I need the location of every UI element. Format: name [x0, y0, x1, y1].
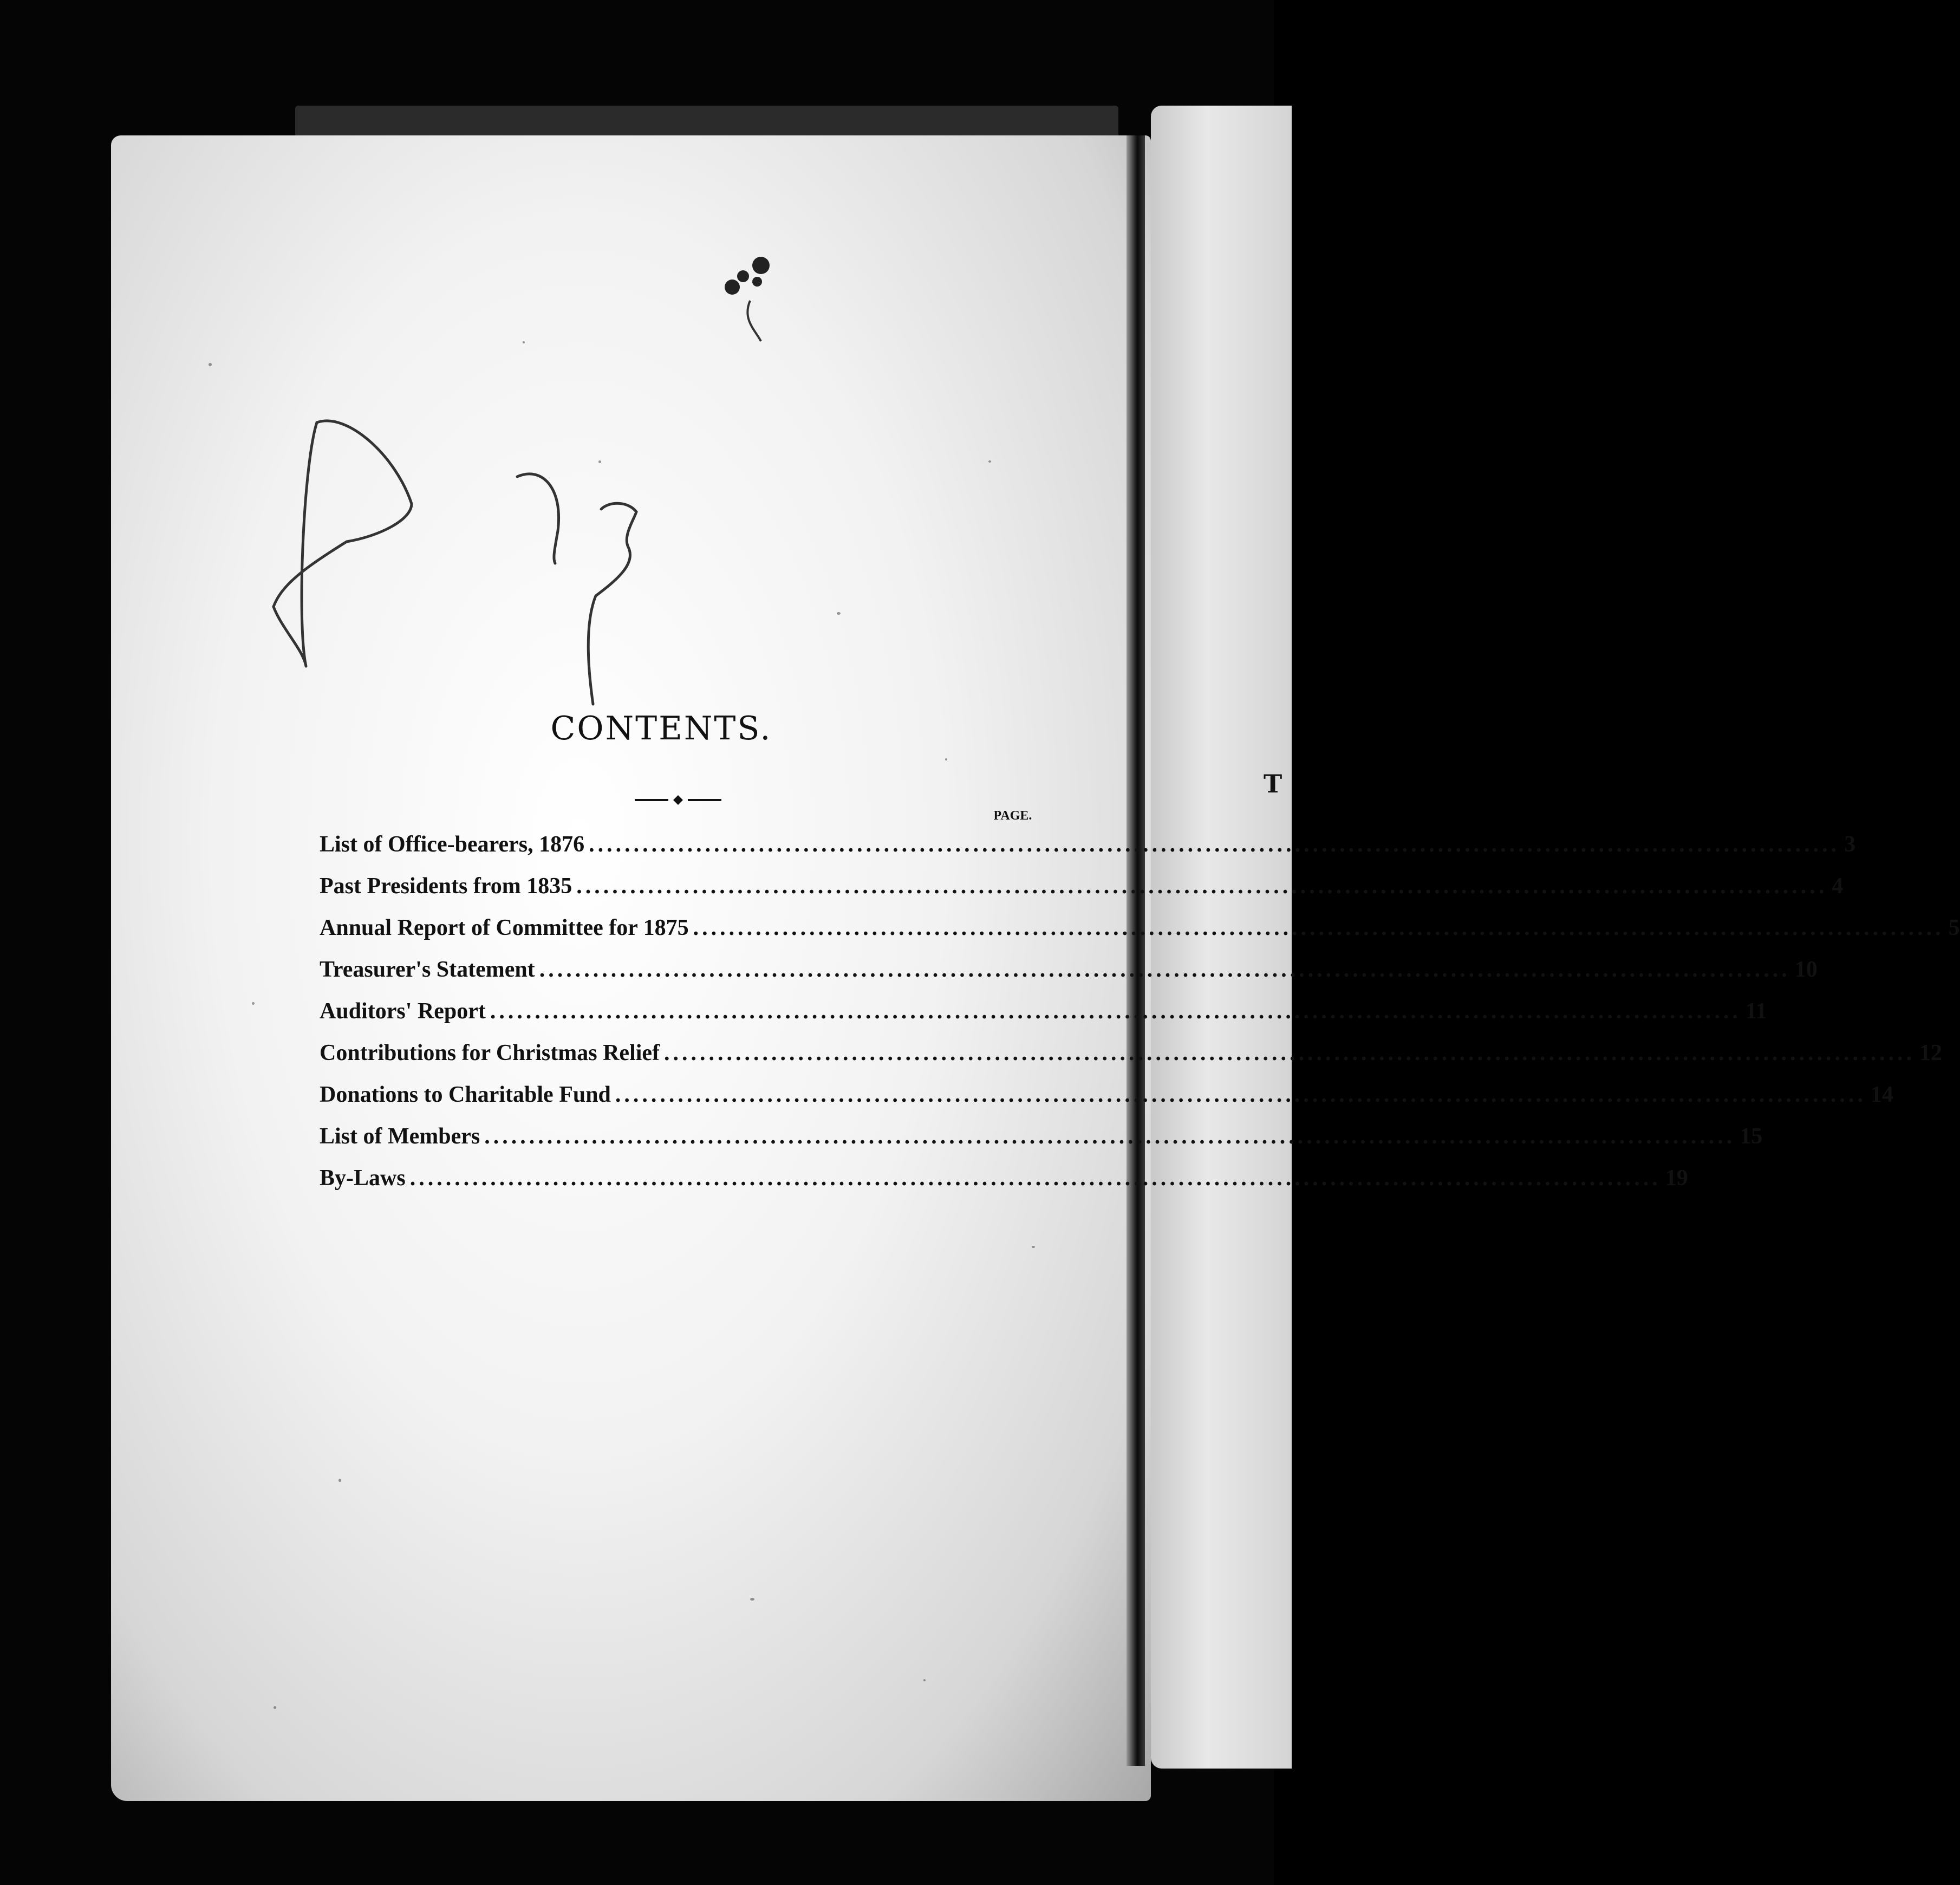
dot-leader — [410, 1165, 1661, 1191]
dot-leader — [539, 957, 1790, 983]
title-ornament — [635, 794, 721, 806]
toc-entry — [320, 957, 1818, 998]
toc-entry — [320, 1040, 1943, 1082]
page-column-header: PAGE. — [993, 809, 1032, 823]
toc-entry-title: Treasurer's Statement — [320, 957, 535, 982]
toc-entry-title: List of Office-bearers, 1876 — [320, 832, 585, 857]
toc-entry — [320, 915, 1960, 957]
dot-leader — [484, 1123, 1735, 1149]
facing-page-letter: T — [1264, 769, 1282, 798]
dot-leader — [693, 915, 1944, 941]
toc-entry-page: 15 — [1740, 1124, 1763, 1149]
dot-leader — [589, 831, 1840, 857]
dot-leader — [576, 873, 1827, 899]
toc-entry-page: 11 — [1745, 999, 1767, 1024]
toc-entry-page: 12 — [1919, 1041, 1943, 1065]
toc-entry-title: List of Members — [320, 1124, 480, 1149]
toc-entry-title: Past Presidents from 1835 — [320, 874, 572, 899]
toc-entry — [320, 1123, 1763, 1165]
toc-entry-page: 10 — [1794, 957, 1818, 982]
contents-title: CONTENTS. — [550, 710, 772, 748]
toc-entry-page: 4 — [1832, 874, 1844, 899]
toc-entry-title: Contributions for Christmas Relief — [320, 1041, 660, 1065]
toc-entry-page: 14 — [1870, 1082, 1893, 1107]
toc-entry-page: 3 — [1844, 832, 1856, 857]
toc-entry-title: Auditors' Report — [320, 999, 486, 1024]
toc-entry-page: 5 — [1948, 915, 1960, 940]
toc-entry — [320, 873, 1844, 915]
toc-entry — [320, 831, 1856, 873]
book-gutter — [1126, 135, 1145, 1766]
toc-entry-title: Donations to Charitable Fund — [320, 1082, 611, 1107]
table-of-contents — [320, 831, 1960, 1207]
toc-entry-title: Annual Report of Committee for 1875 — [320, 915, 689, 940]
dot-leader — [664, 1040, 1915, 1066]
dot-leader — [615, 1082, 1866, 1108]
toc-entry — [320, 1165, 1688, 1207]
toc-entry — [320, 1082, 1893, 1123]
toc-entry-title: By-Laws — [320, 1166, 406, 1191]
dot-leader — [490, 998, 1741, 1024]
toc-entry-page: 19 — [1665, 1166, 1688, 1191]
toc-entry — [320, 998, 1767, 1040]
